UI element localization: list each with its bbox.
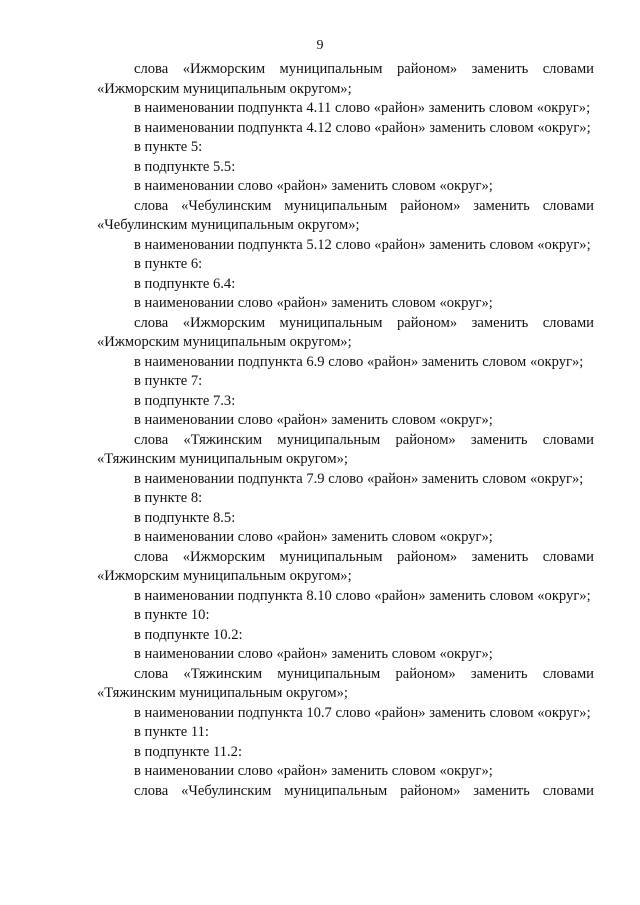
paragraph: в наименовании подпункта 4.11 слово «район» заменить словом «округ»; <box>134 100 591 116</box>
paragraph: слова «Тяжинским муниципальным районом» заменить словами «Тяжинским муниципальным округом»; <box>97 431 594 467</box>
paragraph: слова «Ижморским муниципальным районом» заменить словами «Ижморским муниципальным округом»; <box>97 548 594 584</box>
document-body <box>97 60 594 801</box>
paragraph: слова «Чебулинским муниципальным районом» заменить словами «Чебулинским муниципальным округом»; <box>97 197 594 233</box>
paragraph: в наименовании слово «район» заменить словом «округ»; <box>134 646 493 662</box>
paragraph: слова «Ижморским муниципальным районом» заменить словами «Ижморским муниципальным округом»; <box>97 314 594 350</box>
paragraph: в подпункте 11.2: <box>134 743 243 760</box>
paragraph: в пункте 11: <box>134 724 209 740</box>
paragraph: в подпункте 6.4: <box>134 275 236 292</box>
paragraph: в наименовании подпункта 5.12 слово «район» заменить словом «округ»; <box>134 236 591 253</box>
paragraph: в наименовании слово «район» заменить словом «округ»; <box>134 763 493 779</box>
paragraph: слова «Ижморским муниципальным районом» заменить словами «Ижморским муниципальным округом»; <box>97 61 594 97</box>
paragraph: в подпункте 5.5: <box>134 158 236 175</box>
paragraph: в подпункте 8.5: <box>134 509 236 526</box>
paragraph: слова «Тяжинским муниципальным районом» заменить словами «Тяжинским муниципальным округом»; <box>97 665 594 701</box>
paragraph: в наименовании слово «район» заменить словом «округ»; <box>134 412 493 428</box>
paragraph: в наименовании слово «район» заменить словом «округ»; <box>134 178 493 194</box>
paragraph: в подпункте 7.3: <box>134 392 236 409</box>
paragraph: в наименовании подпункта 4.12 слово «район» заменить словом «округ»; <box>134 119 591 136</box>
paragraph: в пункте 10: <box>134 607 210 623</box>
paragraph: в наименовании подпункта 6.9 слово «район» заменить словом «округ»; <box>134 353 584 370</box>
paragraph: в пункте 7: <box>134 373 203 389</box>
paragraph: в наименовании подпункта 8.10 слово «район» заменить словом «округ»; <box>134 587 591 604</box>
paragraph: в наименовании подпункта 10.7 слово «район» заменить словом «округ»; <box>134 704 591 721</box>
paragraph: в наименовании слово «район» заменить словом «округ»; <box>134 529 493 545</box>
paragraph: слова «Чебулинским муниципальным районом» заменить словами <box>134 782 594 799</box>
page-number: 9 <box>316 38 324 53</box>
paragraph: в наименовании слово «район» заменить словом «округ»; <box>134 295 493 311</box>
paragraph: в подпункте 10.2: <box>134 626 243 643</box>
paragraph: в наименовании подпункта 7.9 слово «район» заменить словом «округ»; <box>134 470 584 487</box>
paragraph: в пункте 8: <box>134 490 203 506</box>
paragraph: в пункте 6: <box>134 256 203 272</box>
paragraph: в пункте 5: <box>134 139 203 155</box>
